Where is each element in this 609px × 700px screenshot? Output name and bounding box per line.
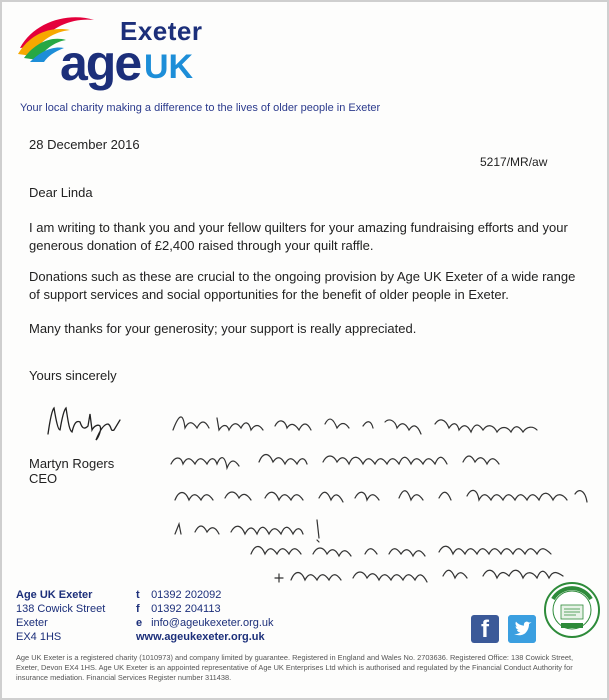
signoff: Yours sincerely <box>29 368 117 383</box>
footer-website: www.ageukexeter.org.uk <box>136 631 265 643</box>
footer-address-line: EX4 1HS <box>16 631 62 643</box>
contact-value: 01392 204113 <box>151 603 221 615</box>
footer-contact <box>136 588 274 644</box>
footer-org-name: Age UK Exeter <box>16 589 93 601</box>
footer-phone <box>136 588 274 602</box>
signatory-name: Martyn Rogers <box>29 456 115 471</box>
paragraph-thanks: I am writing to thank you and your fellow quilters for your amazing fundraising efforts and your generous donation of £2,400 raised through your quilt raffle. <box>29 220 568 253</box>
twitter-icon <box>508 615 536 643</box>
facebook-icon: f <box>471 615 499 643</box>
handwritten-note <box>167 408 597 598</box>
signatory-role: CEO <box>29 471 58 486</box>
legal-notice: Age UK Exeter is a registered charity (1010973) and company limited by guarantee. Registered in England and Wales No. 2703636. Registered Office: 138 Cowick Street, Exeter, Devon EX4 1HS. Age UK Exeter is an appointed representative of Age UK Enterprises Ltd which is authorised and regulated by the Financial Conduct Authority for insurance mediation. Financial Services Register number 311438. <box>16 653 574 682</box>
handwritten-signature <box>42 400 132 445</box>
footer-email <box>136 616 274 630</box>
contact-value: info@ageukexeter.org.uk <box>151 617 274 629</box>
letter-reference: 5217/MR/aw <box>480 155 548 169</box>
contact-value: 01392 202092 <box>151 589 222 601</box>
footer-address-line: 138 Cowick Street <box>16 603 106 615</box>
paragraph-donations: Donations such as these are crucial to the ongoing provision by Age UK Exeter of a wide range of support services and social opportunities for the benefit of older people in Exeter. <box>29 269 576 302</box>
logo-exeter-text: Exeter <box>120 16 203 46</box>
footer-address-line: Exeter <box>16 617 48 629</box>
contact-label: e <box>136 617 143 629</box>
footer-fax <box>136 602 274 616</box>
paragraph-appreciation: Many thanks for your generosity; your support is really appreciated. <box>29 321 417 336</box>
letter-date: 28 December 2016 <box>29 137 140 152</box>
logo-uk-text: UK <box>144 48 194 86</box>
logo-age-text: age <box>60 35 141 91</box>
footer-address <box>16 588 105 644</box>
services-for-charities-badge <box>543 581 601 639</box>
salutation: Dear Linda <box>29 185 93 200</box>
contact-label: t <box>136 589 140 601</box>
tagline: Your local charity making a difference to the lives of older people in Exeter <box>20 102 381 114</box>
contact-label: f <box>136 603 140 615</box>
